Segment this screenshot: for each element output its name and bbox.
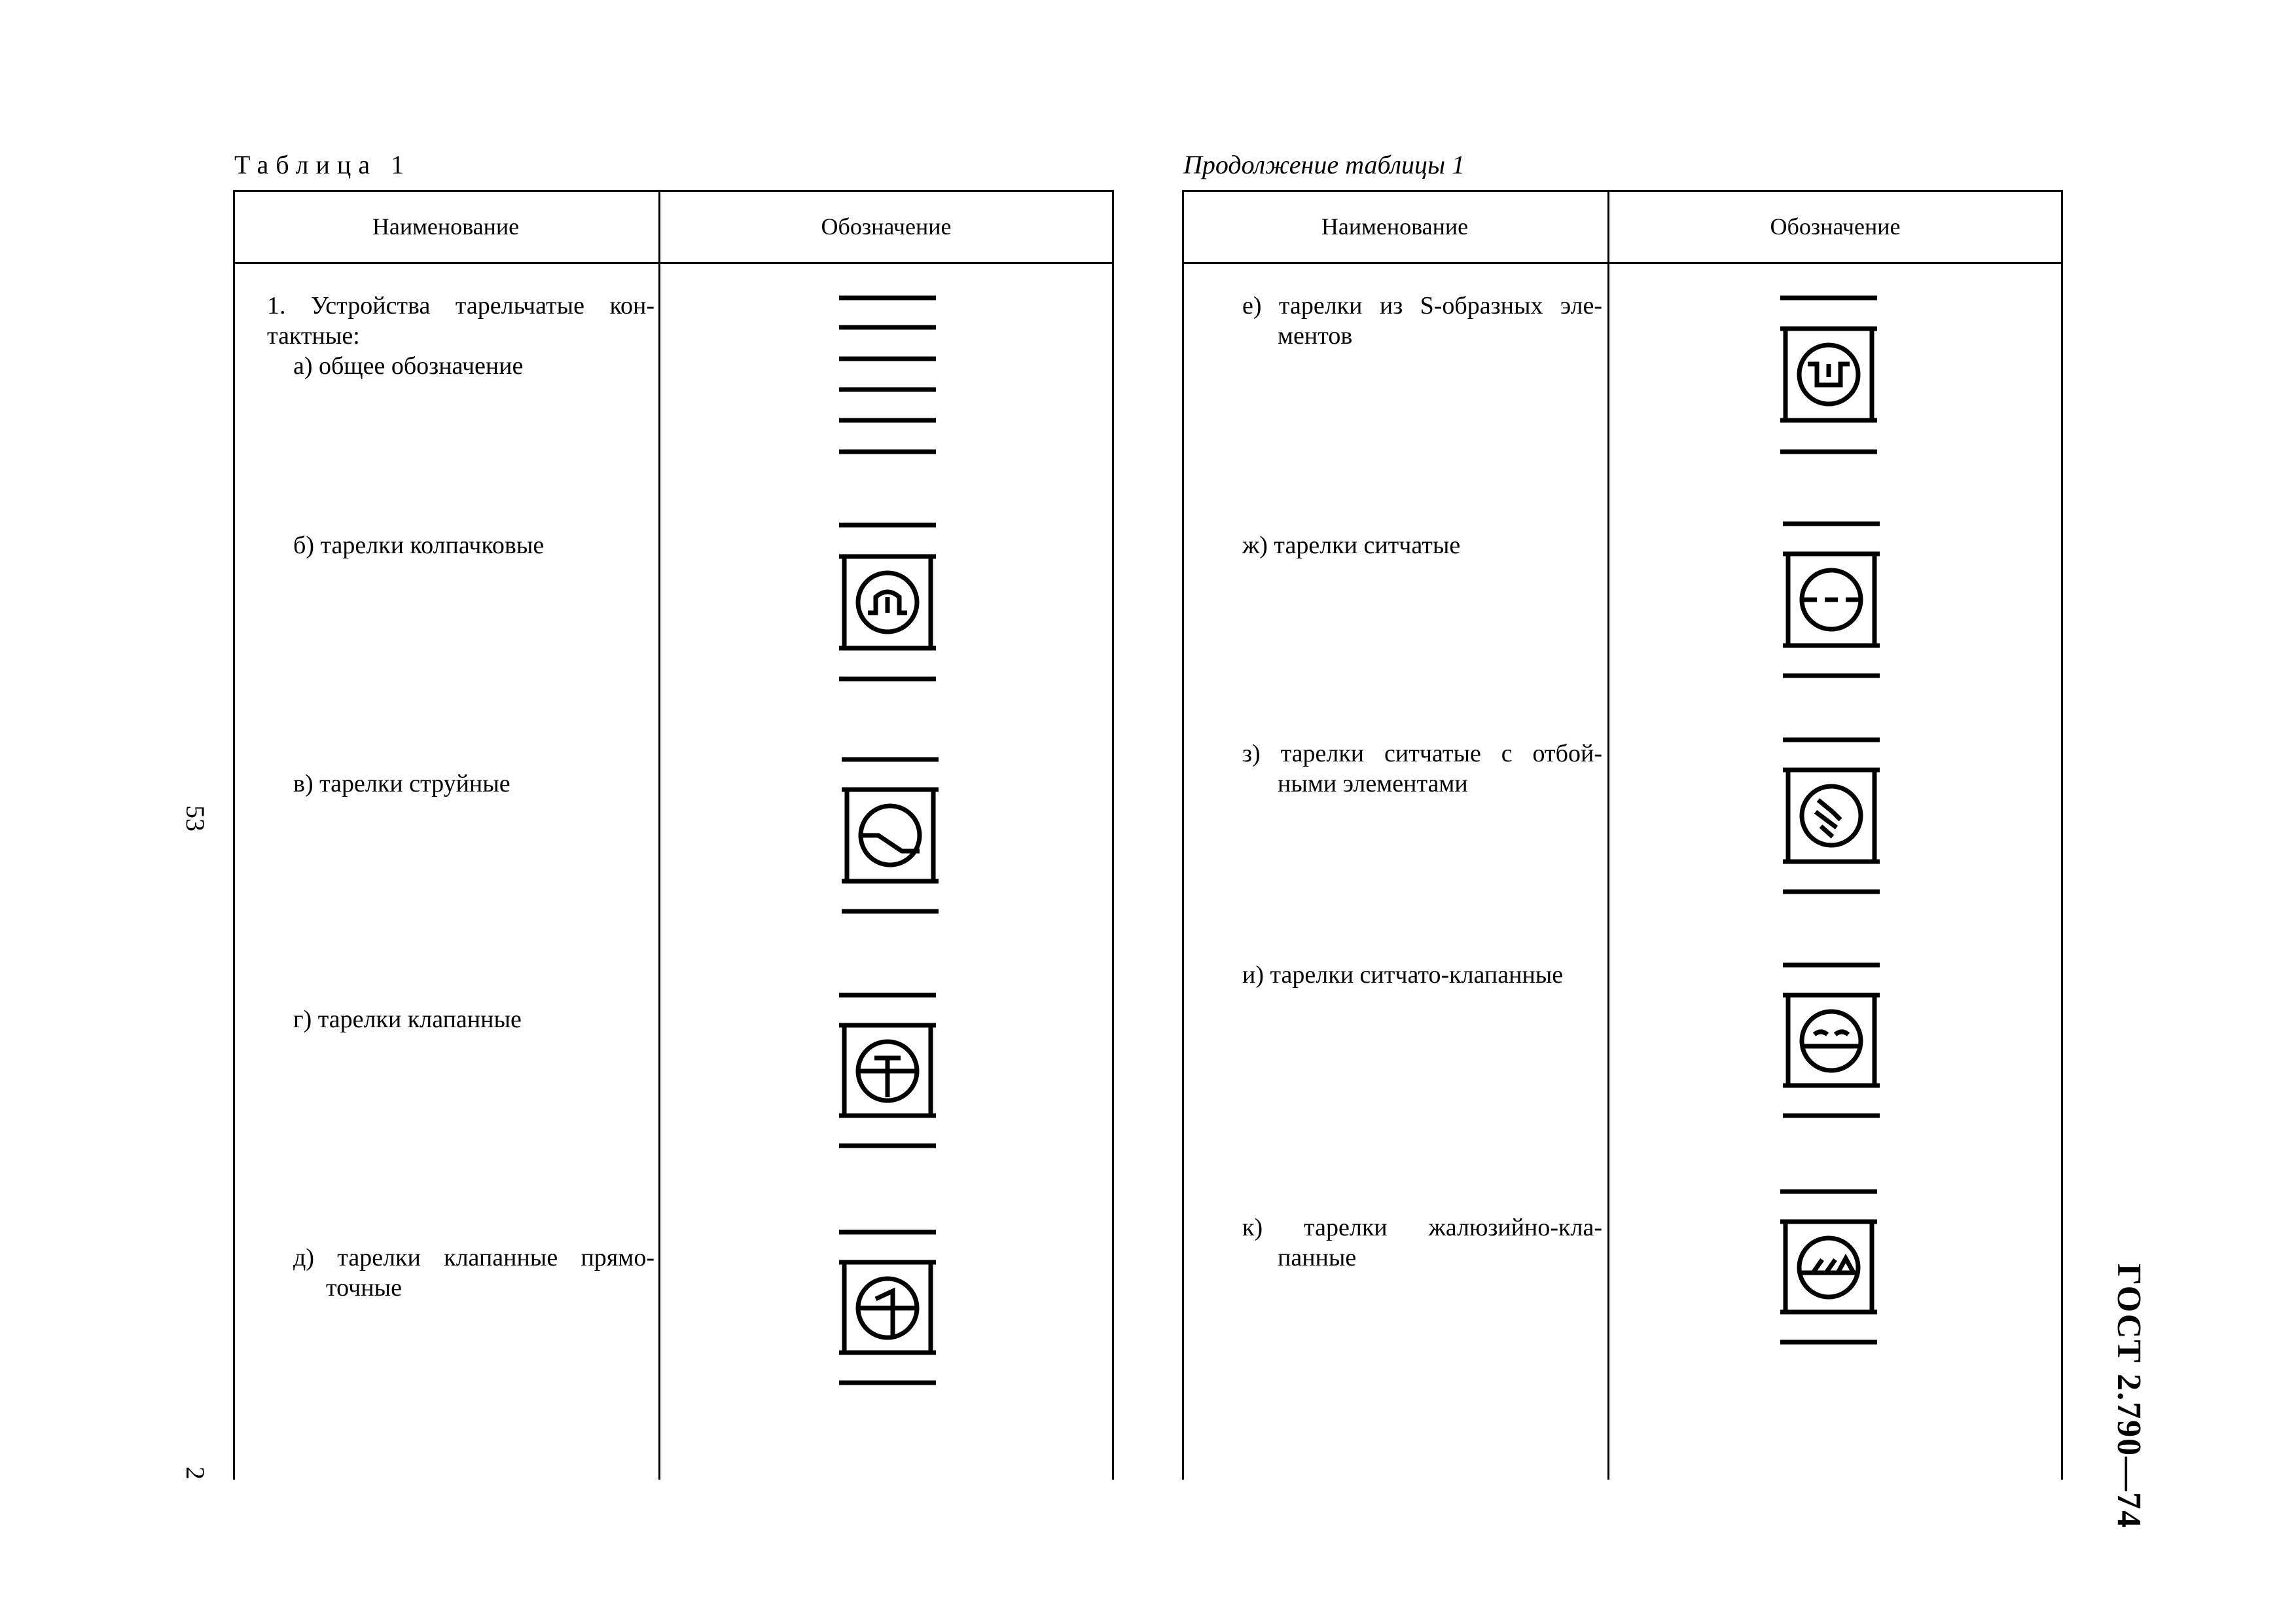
header-designation: Обозначение	[1770, 213, 1901, 240]
item-zh-text: ж) тарелки ситчатые	[1242, 532, 1461, 559]
item-k-text-cont: панные	[1278, 1244, 1357, 1271]
item-v-text: в) тарелки струйные	[293, 770, 511, 797]
item-1-text-cont: тактные:	[267, 322, 360, 350]
item-e-text: е) тарелки из S-образных эле-	[1242, 292, 1602, 319]
item-g-text: г) тарелки клапанные	[293, 1006, 522, 1033]
item-z-text: з) тарелки ситчатые с отбой-	[1242, 740, 1602, 767]
item-b-text: б) тарелки колпачковые	[293, 532, 545, 559]
item-i-text: и) тарелки ситчато-клапанные	[1242, 961, 1564, 989]
item-e-text-cont: ментов	[1278, 322, 1353, 350]
header-designation: Обозначение	[821, 213, 952, 240]
s-shaped-tray-icon	[1780, 298, 1877, 452]
table-caption: Таблица 1	[234, 150, 412, 179]
bubble-cap-tray-icon	[839, 525, 936, 679]
header-name: Наименование	[372, 213, 520, 240]
page-number: 53	[181, 805, 210, 831]
item-a-text: а) общее обозначение	[293, 352, 524, 380]
jet-tray-icon	[842, 759, 939, 911]
sheet-number: 2	[181, 1467, 210, 1480]
sieve-tray-baffle-icon	[1783, 740, 1880, 892]
header-name: Наименование	[1321, 213, 1469, 240]
item-z-text-cont: ными элементами	[1278, 770, 1468, 797]
standard-designation: ГОСТ 2.790—74	[2110, 1264, 2147, 1529]
sieve-tray-icon	[1783, 524, 1880, 676]
tray-general-icon	[839, 298, 936, 452]
table-continuation-caption: Продолжение таблицы 1	[1183, 150, 1465, 179]
item-d-text-cont: точные	[326, 1274, 402, 1302]
item-1-text: 1. Устройства тарельчатые кон-	[267, 292, 655, 319]
sieve-valve-tray-icon	[1783, 965, 1880, 1116]
valve-tray-icon	[839, 995, 936, 1146]
item-k-text: к) тарелки жалюзийно-кла-	[1242, 1214, 1602, 1241]
item-d-text: д) тарелки клапанные прямо-	[293, 1244, 655, 1271]
louver-valve-tray-icon	[1780, 1192, 1877, 1342]
direct-flow-valve-tray-icon	[839, 1232, 936, 1383]
